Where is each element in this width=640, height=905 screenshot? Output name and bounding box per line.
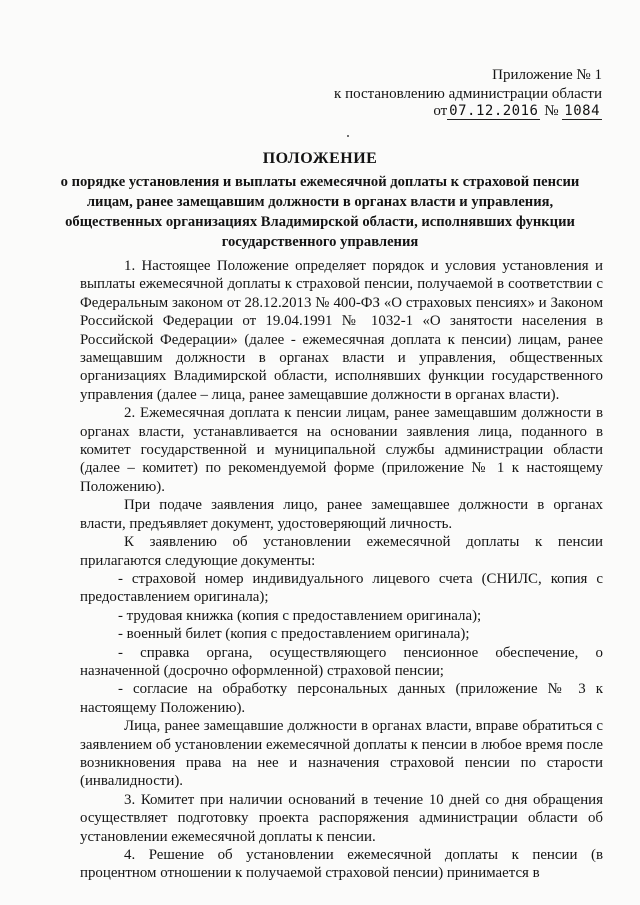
document-subtitle: о порядке установления и выплаты ежемесячной доплаты к страховой пенсии лицам, ранее замещавшим должности в органах власти и управления, общественных организациях Владимирской области, исполнявших функции государственного управления xyxy=(60,174,580,250)
date-prefix: от xyxy=(433,103,448,119)
resolution-number: 1084 xyxy=(564,103,600,119)
document-body xyxy=(80,257,603,883)
paragraph-id-requirement: При подаче заявления лицо, ранее замещавшее должности в органах власти, предъявляет документ, удостоверяющий личность. xyxy=(80,497,603,532)
list-item-pension-certificate: - справка органа, осуществляющего пенсионное обеспечение, о назначенной (досрочно оформленной) страховой пенсии; xyxy=(80,644,603,679)
scan-dot xyxy=(347,135,349,137)
list-item-snils: - страховой номер индивидуального лицевого счета (СНИЛС, копия с предоставлением оригинала); xyxy=(80,570,603,606)
document-title: ПОЛОЖЕНИЕ xyxy=(262,150,378,167)
number-prefix: № xyxy=(544,103,559,119)
paragraph-application-timing: Лица, ранее замещавшие должности в органах власти, вправе обратиться с заявлением об установлении ежемесячной доплаты к пенсии в любое время после возникновения права на нее и назначения страховой пенсии по старости (инвалидности). xyxy=(80,718,603,790)
list-item-work-book: - трудовая книжка (копия с предоставлением оригинала); xyxy=(118,607,482,624)
paragraph-1: 1. Настоящее Положение определяет порядок и условия установления и выплаты ежемесячной доплаты к страховой пенсии, получаемой в соответствии с Федеральным законом от 28.12.2013 № 400-ФЗ «О страховых пенсиях» и Законом Российской Федерации от 19.04.1991 № 1032-1 «О занятости населения в Российской Федерации» (далее - ежемесячная доплата к пенсии) лицам, ранее замещавшим должности в органах власти и управления, общественных организациях Владимирской области, исполнявших функции государственного управления (далее – лица, ранее замещавшие должности в органах власти). xyxy=(80,258,603,403)
paragraph-2: 2. Ежемесячная доплата к пенсии лицам, ранее замещавшим должности в органах власти, устанавливается на основании заявления лица, поданного в комитет государственной и муниципальной службы администрации области (далее – комитет) по рекомендуемой форме (приложение № 1 к настоящему Положению). xyxy=(80,405,603,495)
appendix-label: Приложение № 1 xyxy=(492,67,602,83)
resolution-date-line xyxy=(433,102,602,121)
paragraph-4: 4. Решение об установлении ежемесячной доплаты к пенсии (в процентном отношении к получаемой страховой пенсии) принимается в xyxy=(80,847,603,882)
list-item-military-id: - военный билет (копия с предоставлением оригинала); xyxy=(118,626,470,643)
paragraph-documents-intro: К заявлению об установлении ежемесячной доплаты к пенсии прилагаются следующие документы: xyxy=(80,534,603,569)
resolution-reference: к постановлению администрации области xyxy=(334,86,602,102)
paragraph-3: 3. Комитет при наличии оснований в течение 10 дней со дня обращения осуществляет подготовку проекта распоряжения администрации области об установлении ежемесячной доплаты к пенсии. xyxy=(80,791,603,845)
resolution-date: 07.12.2016 xyxy=(449,103,539,119)
list-item-data-consent: - согласие на обработку персональных данных (приложение № 3 к настоящему Положению). xyxy=(80,681,603,716)
